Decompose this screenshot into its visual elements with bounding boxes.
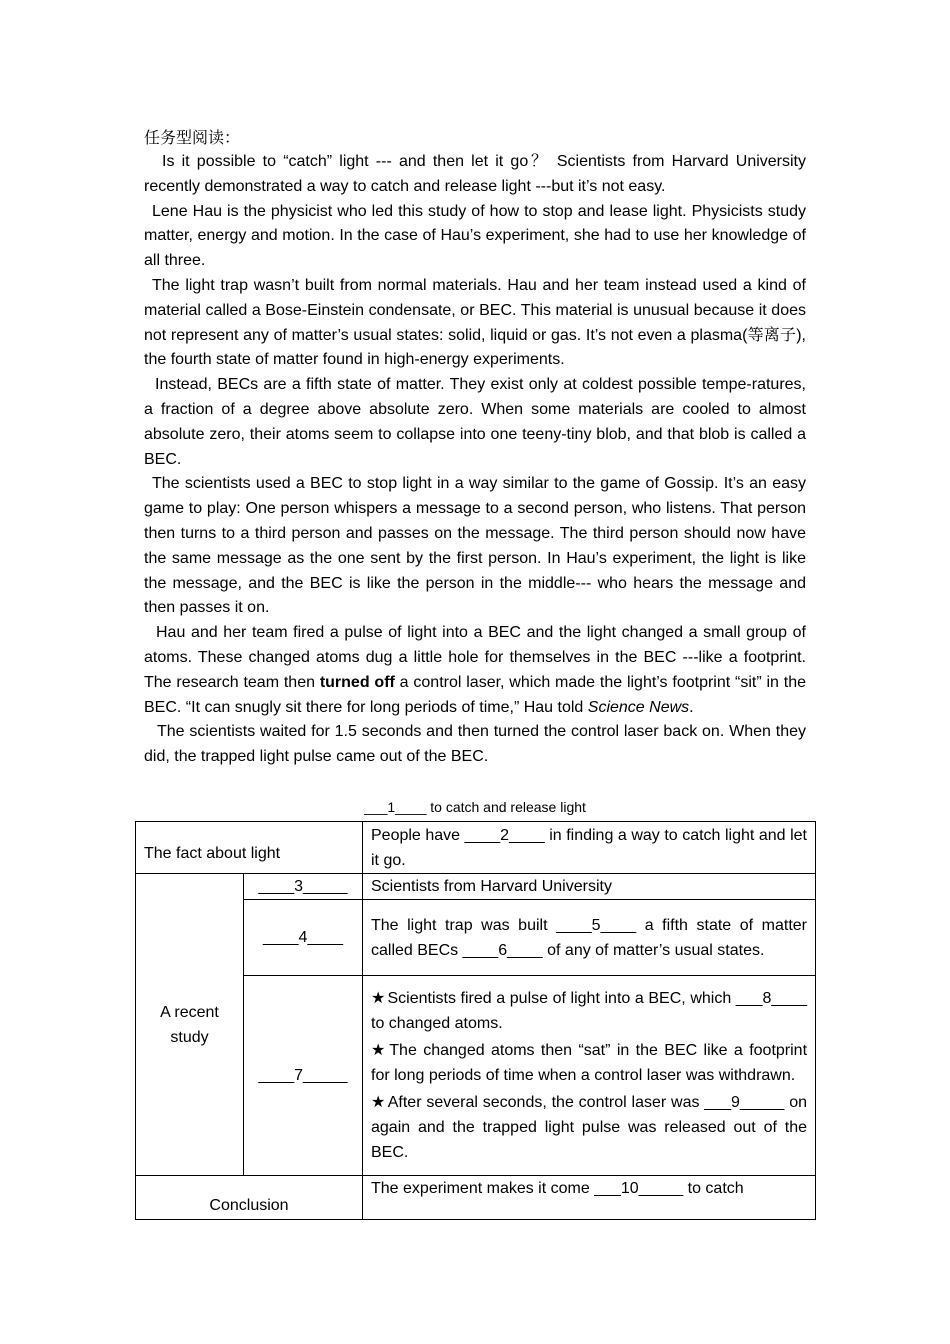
star-icon: ★ [371,990,386,1007]
study-label-cell: A recent study [136,874,244,1176]
paragraph-4: Instead, BECs are a fifth state of matter. They exist only at coldest possible tempe-ratures, a fraction of a degree above absolute zero. When some materials are cooled to almost absolute zero, their atoms seem to collapse into one teeny-tiny blob, and that blob is called a BEC. [144,376,806,468]
bullet-2 [371,1038,807,1088]
section-heading: 任务型阅读： [144,128,241,147]
table-row-3 [136,874,816,900]
table-row-fact [136,822,816,874]
paragraph-6-text-a: Hau and her team fired a pulse of light into a BEC and the light changed a small group of atoms. These changed atoms dug a little hole for themselves in the BEC ---like a footprint. The research team then [144,624,806,691]
paragraph-1: Is it possible to “catch” light --- and then let it go？ Scientists from Harvard University recently demonstrated a way to catch and release light ---but it’s not easy. [144,153,806,195]
fact-text-cell: People have ____2____ in finding a way to catch light and let it go. [363,822,816,874]
document-page [144,126,808,1214]
row-3-text-cell: Scientists from Harvard University [363,874,816,900]
star-icon: ★ [371,1094,386,1111]
paragraph-5: The scientists used a BEC to stop light in a way similar to the game of Gossip. It’s an easy game to play: One person whispers a message to a second person, who listens. That person then turns to a third person and passes on the message. The third person should now have the same message as the one sent by the first person. In Hau’s experiment, the light is like the message, and the BEC is like the person in the middle--- who hears the message and then passes it on. [144,475,806,617]
fact-label-cell: The fact about light [136,822,363,874]
table-row-conclusion [136,1176,816,1220]
bullet-1-text: Scientists fired a pulse of light into a BEC, which ___8____ to changed atoms. [371,990,808,1032]
paragraph-6-italic: Science News [587,698,690,716]
paragraph-6 [144,621,806,720]
bullet-1 [371,986,807,1036]
blank-3-cell: ____3_____ [244,874,363,900]
paragraph-7: The scientists waited for 1.5 seconds and then turned the control laser back on. When they did, the trapped light pulse came out of the BEC. [144,723,806,766]
blank-4-cell: ____4____ [244,900,363,976]
bullets-cell [363,976,816,1176]
bullet-2-text: The changed atoms then “sat” in the BEC like a footprint for long periods of time when a control laser was withdrawn. [371,1042,808,1084]
task-table [135,821,816,1220]
paragraph-3: The light trap wasn’t built from normal materials. Hau and her team instead used a kind of material called a Bose-Einstein condensate, or BEC. This material is unusual because it does not represent any of matter’s usual states: solid, liquid or gas. It’s not even a plasma(等离子), the fourth state of matter found in high-energy experiments. [144,276,806,369]
paragraph-6-text-c: . [689,698,694,716]
row-4-text-cell: The light trap was built ____5____ a fifth state of matter called BECs ____6____ of any of matter’s usual states. [363,900,816,976]
conclusion-text-cell: The experiment makes it come ___10_____ to catch [363,1176,816,1220]
table-title: ___1____ to catch and release light [364,799,586,815]
conclusion-label-cell: Conclusion [136,1176,363,1220]
blank-7-cell: ____7_____ [244,976,363,1176]
paragraph-6-text-b: a control laser, which made the light’s footprint “sit” in the BEC. “It can snugly sit there for long periods of time,” Hau told [144,673,807,716]
paragraph-2: Lene Hau is the physicist who led this study of how to stop and lease light. Physicists study matter, energy and motion. In the case of Hau’s experiment, she had to use her knowledge of all three. [144,202,806,270]
star-icon: ★ [371,1042,388,1059]
paragraph-6-bold: turned off [319,673,395,691]
bullet-3-text: After several seconds, the control laser was ___9_____ on again and the trapped light pulse was released out of the BEC. [371,1094,808,1161]
bullet-3 [371,1090,807,1165]
